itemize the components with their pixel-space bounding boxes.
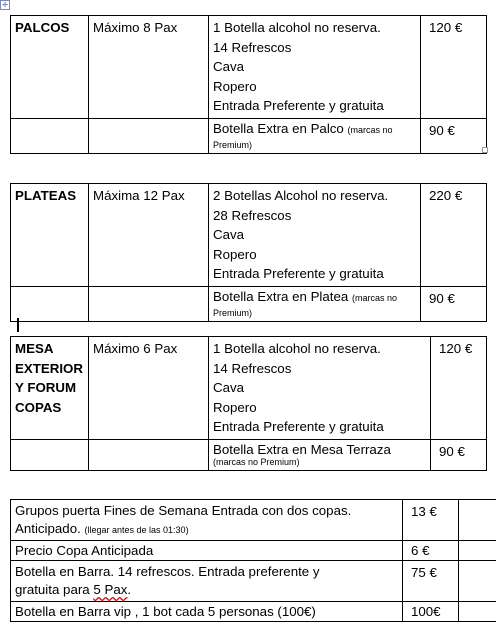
table-row [11, 561, 496, 602]
mesa-name [11, 337, 89, 440]
empty-cell [459, 541, 496, 561]
list-item: 1 Botella alcohol no reserva. [213, 341, 381, 356]
palcos-table [10, 15, 487, 154]
palcos-extra-note-2: Premium) [213, 139, 253, 150]
list-item: Ropero [213, 399, 257, 415]
list-item: 1 Botella alcohol no reserva. [213, 20, 381, 35]
plateas-capacity: Máxima 12 Pax [89, 184, 209, 287]
palcos-capacity: Máximo 8 Pax [89, 16, 209, 119]
list-item: 28 Refrescos [213, 207, 292, 223]
extras-line: Botella en Barra. 14 refrescos. Entrada preferente y [15, 564, 320, 579]
mesa-items [209, 337, 431, 440]
palcos-extra-note: (marcas no [347, 124, 393, 135]
plateas-extra-price: 90 € [421, 286, 487, 321]
extras-note: (llegar antes de las 01:30) [84, 525, 189, 535]
mesa-name-line: EXTERIOR [15, 360, 83, 376]
plateas-items [209, 184, 421, 287]
palcos-main-row [11, 16, 487, 119]
empty-cell [11, 118, 89, 153]
list-item: Entrada Preferente y gratuita [213, 419, 384, 434]
mesa-price: 120 € [431, 337, 487, 440]
plateas-name: PLATEAS [11, 184, 89, 287]
mesa-main-row [11, 337, 487, 440]
empty-cell [89, 286, 209, 321]
extras-price: 100€ [403, 602, 459, 622]
plateas-extra-row [11, 286, 487, 321]
plateas-table [10, 183, 487, 322]
palcos-price: 120 € [421, 16, 487, 119]
palcos-items [209, 16, 421, 119]
mesa-extra [209, 439, 431, 470]
mesa-extra-row [11, 439, 487, 470]
plateas-extra [209, 286, 421, 321]
extras-line: Anticipado. [15, 521, 81, 536]
extras-row-text: Botella en Barra vip , 1 bot cada 5 personas (100€) [11, 602, 403, 622]
table-row [11, 500, 496, 541]
extras-line: 5 Pax [93, 582, 128, 597]
list-item: 2 Botellas Alcohol no reserva. [213, 188, 389, 203]
palcos-extra-price: 90 € [421, 118, 487, 153]
empty-cell [459, 561, 496, 602]
table-row [11, 602, 496, 622]
extras-row-text [11, 500, 403, 541]
extras-table [10, 499, 496, 622]
empty-cell [89, 439, 209, 470]
plateas-extra-note: (marcas no [351, 292, 397, 303]
empty-cell [459, 500, 496, 541]
empty-cell [89, 118, 209, 153]
list-item: Ropero [213, 78, 257, 94]
palcos-name: PALCOS [11, 16, 89, 119]
extras-line: gratuita para [15, 582, 94, 597]
plateas-price: 220 € [421, 184, 487, 287]
table-row [11, 541, 496, 561]
list-item: Ropero [213, 246, 257, 262]
extras-price: 75 € [403, 561, 459, 602]
mesa-extra-note: (marcas no Premium) [213, 456, 300, 467]
plateas-extra-label: Botella Extra en Platea [213, 288, 349, 304]
mesa-name-line: MESA [15, 341, 54, 356]
move-table-icon[interactable]: ✛ [0, 0, 10, 10]
extras-line: Grupos puerta Fines de Semana Entrada con dos copas. [15, 503, 352, 518]
list-item: Cava [213, 59, 245, 74]
list-item: 14 Refrescos [213, 39, 292, 55]
list-item: Entrada Preferente y gratuita [213, 266, 384, 281]
palcos-extra-label: Botella Extra en Palco [213, 120, 344, 136]
mesa-table [10, 336, 487, 471]
empty-cell [459, 602, 496, 622]
list-item: Entrada Preferente y gratuita [213, 98, 384, 113]
mesa-extra-label: Botella Extra en Mesa Terraza [213, 441, 391, 457]
text-cursor [17, 318, 19, 332]
plateas-main-row [11, 184, 487, 287]
mesa-capacity: Máximo 6 Pax [89, 337, 209, 440]
mesa-name-line: Y FORUM [15, 380, 77, 395]
extras-price: 13 € [403, 500, 459, 541]
extras-row-text: Precio Copa Anticipada [11, 541, 403, 561]
empty-cell [11, 286, 89, 321]
empty-cell [11, 439, 89, 470]
extras-line: . [127, 582, 132, 597]
table-resize-handle[interactable] [482, 147, 488, 153]
extras-row-text [11, 561, 403, 602]
list-item: 14 Refrescos [213, 360, 292, 376]
list-item: Cava [213, 380, 245, 395]
mesa-name-line: COPAS [15, 399, 62, 415]
list-item: Cava [213, 227, 245, 242]
plateas-extra-note-2: Premium) [213, 307, 253, 318]
palcos-extra-row [11, 118, 487, 153]
mesa-extra-price: 90 € [431, 439, 487, 470]
extras-price: 6 € [403, 541, 459, 561]
palcos-extra [209, 118, 421, 153]
